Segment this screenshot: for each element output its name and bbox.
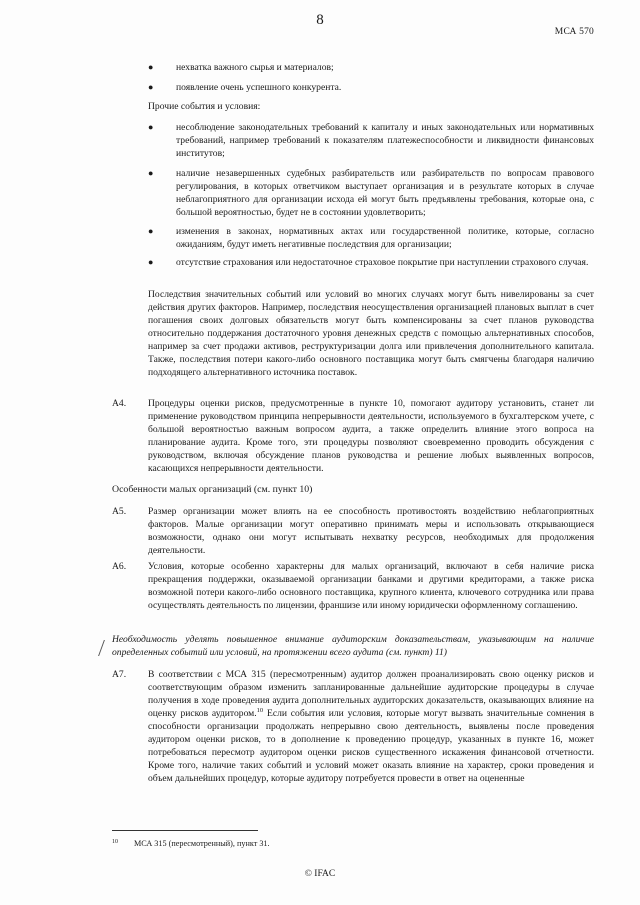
footnote-text: МСА 315 (пересмотренный), пункт 31. (134, 839, 270, 848)
paragraph-a4 (112, 397, 594, 475)
other-events-label: Прочие события и условия: (148, 101, 261, 112)
bullet-item (148, 256, 594, 269)
bullet-icon: ● (148, 122, 154, 132)
mitigation-paragraph: Последствия значительных событий или условий во многих случаях могут быть нивелированы за счет действия других факторов. Например, последствия неосуществления организацией плановых выплат в счет погашения своих долговых обязательств могут быть компенсированы за счет планов руководства относительно поддержания достаточного уровня денежных средств с помощью альтернативных способов, например за счет продажи активов, реструктуризации долга или привлечения дополнительного капитала. Также, последствия потери какого-либо основного поставщика могут быть смягчены благодаря наличию подходящего альтернативного источника поставок. (148, 289, 594, 378)
bullet-icon: ● (148, 62, 154, 72)
bullet-icon: ● (148, 168, 154, 178)
paragraph-number: A7. (112, 669, 127, 680)
bullet-item (148, 225, 594, 251)
section-heading-audit-evidence: Необходимость уделять повышенное внимание аудиторским доказательствам, указывающим на наличие определенных событий или условий, на протяжении всего аудита (см. пункт) 11) (112, 634, 594, 658)
bullet-icon: ● (148, 226, 154, 236)
paragraph-a7 (112, 668, 594, 785)
bullet-text: появление очень успешного конкурента. (176, 82, 342, 93)
bullet-icon: ● (148, 82, 154, 92)
paragraph-text (148, 668, 594, 785)
bullet-text: наличие незавершенных судебных разбирательств или разбирательств по вопросам правового регулирования, в которых ответчиком выступает организация и в результате которых в случае неблагоприятного для организации исхода ей могут быть предъявлены требования, которые она, с большой вероятностью, будет не в состоянии удовлетворить; (176, 168, 594, 218)
paragraph-a5 (112, 505, 594, 557)
bullet-item (148, 167, 594, 219)
footnote-divider (112, 830, 258, 831)
document-id: МСА 570 (554, 27, 594, 37)
bullet-item (148, 121, 594, 160)
paragraph-number: A5. (112, 506, 127, 517)
bullet-text: изменения в законах, нормативных актах или государственной политике, которые, согласно ожиданиям, будут иметь негативные последствия для организации; (176, 226, 594, 250)
copyright-footer: © IFAC (304, 869, 336, 879)
paragraph-number: A6. (112, 561, 127, 572)
footnote (112, 839, 270, 848)
page-number: 8 (316, 12, 324, 28)
footnote-number: 10 (112, 839, 118, 845)
bullet-text: нехватка важного сырья и материалов; (176, 62, 334, 73)
paragraph-a6 (112, 560, 594, 612)
footnote-reference[interactable]: 10 (256, 706, 264, 714)
bullet-text: отсутствие страхования или недостаточное страховое покрытие при наступлении страхового случая. (176, 257, 589, 268)
bullet-icon: ● (148, 257, 154, 267)
section-heading-small-entities: Особенности малых организаций (см. пункт 10) (112, 484, 313, 495)
paragraph-text-part: Если события или условия, которые могут вызвать значительные сомнения в способности организации продолжать непрерывно свою деятельность, выявлены после проведения аудитором оценки рисков, то в дополнение к проведению процедур, указанных в пункте 16, может потребоваться пересмотр аудитором оценки рисков существенного искажения финансовой отчетности. Кроме того, наличие таких событий и условий может оказать влияние на характер, сроки проведения и объем дальнейших процедур, которые аудитору потребуется провести в ответ на оцененные (148, 708, 594, 784)
bullet-item (148, 81, 594, 94)
bullet-item (148, 61, 594, 74)
margin-mark (98, 640, 113, 656)
paragraph-text: Процедуры оценки рисков, предусмотренные в пункте 10, помогают аудитору установить, станет ли применение руководством принципа непрерывности деятельности, используемого в бухгалтерском учете, с большой вероятностью важным вопросом аудита, а также определить влияние этого вопроса на планирование аудита. Кроме того, эти процедуры позволяют своевременно проводить обсуждения с руководством, включая обсуждение планов руководства и решение любых выявленных вопросов, касающихся непрерывности деятельности. (148, 398, 594, 474)
paragraph-text: Условия, которые особенно характерны для малых организаций, включают в себя наличие риска прекращения поддержки, оказываемой организации банками и другими кредиторами, а также риска возможной потери какого-либо основного поставщика, крупного клиента, ключевого сотрудника или права осуществлять деятельность по лицензии, франшизе или иному юридически оформленному соглашению. (148, 561, 594, 611)
paragraph-number: A4. (112, 398, 127, 409)
paragraph-text-part: В соответствии с МСА 315 (пересмотренным) аудитор должен проанализировать свою оценку рисков и соответствующим образом изменить запланированные дальнейшие аудиторские процедуры в случае получения в ходе проведения аудита дополнительных аудиторских доказательств, оказывающих влияние на оценку рисков аудитором. (148, 669, 594, 719)
paragraph-text: Размер организации может влиять на ее способность противостоять воздействию неблагоприятных факторов. Малые организации могут оперативно принимать меры и использовать открывающиеся возможности, однако они могут испытывать нехватку ресурсов, необходимых для продолжения деятельности. (148, 506, 594, 556)
bullet-text: несоблюдение законодательных требований к капиталу и иных законодательных или нормативных требований, например требований к показателям платежеспособности и ликвидности финансовых институтов; (176, 122, 594, 159)
